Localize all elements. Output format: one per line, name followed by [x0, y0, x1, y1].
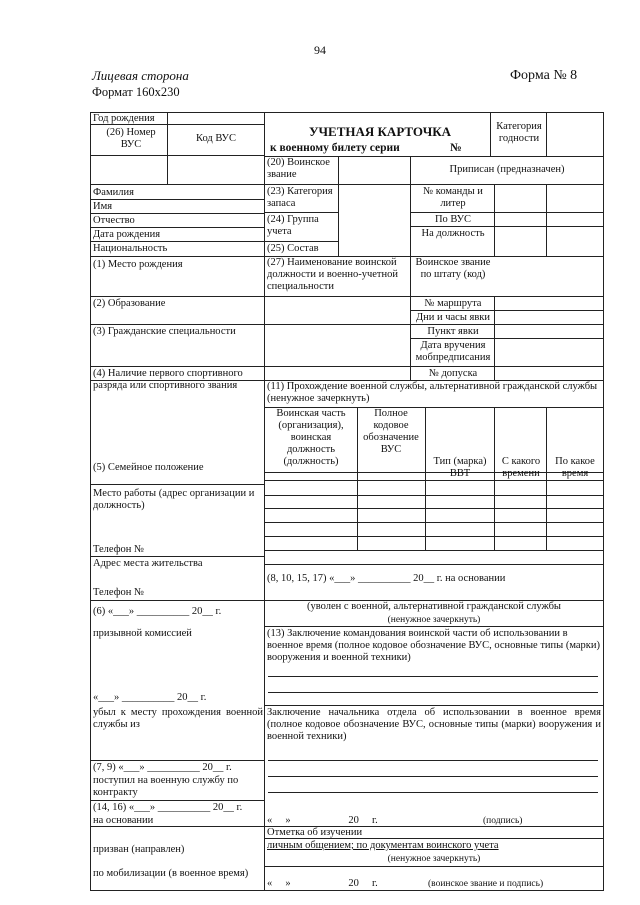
- group-label: (24) Группа учета: [267, 214, 319, 237]
- col-to-header: По какое время: [555, 456, 595, 479]
- discharge-line: (8, 10, 15, 17) «___» __________ 20__ г. на основании: [267, 573, 506, 584]
- route-number-label: № маршрута: [424, 298, 482, 309]
- discharged-label: (уволен с военной, альтернативной гражданской службы: [307, 601, 561, 612]
- family-status-label: (5) Семейное положение: [93, 462, 204, 473]
- position-label: На должность: [421, 228, 485, 239]
- sign-date-2: « » 20 г.: [267, 878, 378, 889]
- staff-rank-label: Воинское звание по штату (код): [415, 257, 491, 280]
- card-title: УЧЕТНАЯ КАРТОЧКА: [308, 124, 452, 139]
- report-point-label: Пункт явки: [427, 326, 479, 337]
- vus-code-label: Код ВУС: [196, 133, 236, 144]
- patronymic-label: Отчество: [93, 215, 135, 226]
- position-name-label: (27) Наименование воинской должности и военно-учетной специальности: [267, 257, 398, 292]
- date-6: (6) «___» __________ 20__ г.: [93, 606, 222, 617]
- address-label: Адрес места жительства: [93, 558, 203, 569]
- card-subtitle: к военному билету серии: [270, 142, 400, 154]
- by-vus-label: По ВУС: [434, 214, 472, 225]
- civil-specialties-label: (3) Гражданские специальности: [93, 326, 236, 337]
- strike-unneeded-1: (ненужное зачеркнуть): [387, 615, 481, 625]
- sport-rank-label: (4) Наличие первого спортивного разряда или спортивного звания: [93, 368, 243, 391]
- col-unit-header: Воинская часть (организация), воинская должность (должность): [276, 408, 346, 467]
- reserve-category-label: (23) Категория запаса: [267, 186, 333, 209]
- contract-label: поступил на военную службу по контракту: [93, 775, 239, 798]
- col-from-header: С какого времени: [501, 456, 541, 479]
- surname-label: Фамилия: [93, 187, 134, 198]
- date-departure: «___» __________ 20__ г.: [93, 692, 207, 703]
- signature-label: (подпись): [483, 816, 523, 826]
- mobilization-label: по мобилизации (в военное время): [93, 868, 249, 879]
- team-number-label: № команды и литер: [423, 186, 483, 209]
- date-14-16: (14, 16) «___» __________ 20__ г.: [93, 802, 243, 813]
- clearance-label: № допуска: [428, 368, 478, 379]
- service-record-label: (11) Прохождение военной службы, альтернативной гражданской службы (ненужное зачеркнуть): [267, 381, 598, 404]
- form-number: Форма № 8: [510, 68, 578, 83]
- birth-date-label: Дата рождения: [93, 229, 161, 240]
- study-by-label: личным общением; по документам воинского учета: [267, 840, 499, 851]
- sign-date-1: « » 20 г.: [267, 815, 378, 826]
- name-label: Имя: [93, 201, 113, 212]
- col-type-header: Тип (марка) ВВТ: [433, 456, 487, 479]
- number-sign: №: [450, 142, 462, 154]
- birth-year-label: Год рождения: [93, 113, 155, 124]
- rank-label: (20) Воинское звание: [267, 157, 330, 180]
- format-label: Формат 160х230: [92, 85, 180, 99]
- col-code-header: Полное кодовое обозначение ВУС: [363, 408, 419, 455]
- left-place-label: убыл к месту прохождения военной службы из: [93, 707, 263, 730]
- strike-unneeded-2: (ненужное зачеркнуть): [387, 854, 481, 864]
- workplace-label: Место работы (адрес организации и должность): [93, 488, 255, 511]
- conclusion-13: (13) Заключение командования воинской части об использовании в военное время (полное кодовое обозначение ВУС, основные типы (марки) вооружения и военной техники): [267, 628, 601, 663]
- composition-label: (25) Состав: [267, 243, 319, 254]
- side-label: Лицевая сторона: [92, 68, 189, 83]
- birthplace-label: (1) Место рождения: [93, 259, 183, 270]
- drafted-label: призван (направлен): [93, 844, 185, 855]
- home-phone-label: Телефон №: [93, 587, 145, 598]
- conclusion-head: Заключение начальника отдела об использовании в военное время (полное кодовое обозначение ВУС, основные типы (марки) вооружения и военной техники): [267, 707, 601, 742]
- education-label: (2) Образование: [93, 298, 166, 309]
- days-hours-label: Дни и часы явки: [415, 312, 491, 323]
- page-number: 94: [314, 43, 326, 57]
- fitness-category-label: Категория годности: [496, 121, 542, 144]
- date-7-9: (7, 9) «___» __________ 20__ г.: [93, 762, 232, 773]
- vus-number-label: (26) Номер ВУС: [106, 127, 156, 150]
- assigned-label: Приписан (предназначен): [449, 164, 565, 175]
- basis-label: на основании: [93, 815, 154, 826]
- draft-commission-label: призывной комиссией: [93, 628, 192, 639]
- delivery-date-label: Дата вручения мобпредписания: [415, 340, 491, 363]
- study-mark-label: Отметка об изучении: [267, 827, 363, 838]
- work-phone-label: Телефон №: [93, 544, 145, 555]
- nationality-label: Национальность: [93, 243, 168, 254]
- rank-signature-label: (воинское звание и подпись): [428, 879, 544, 889]
